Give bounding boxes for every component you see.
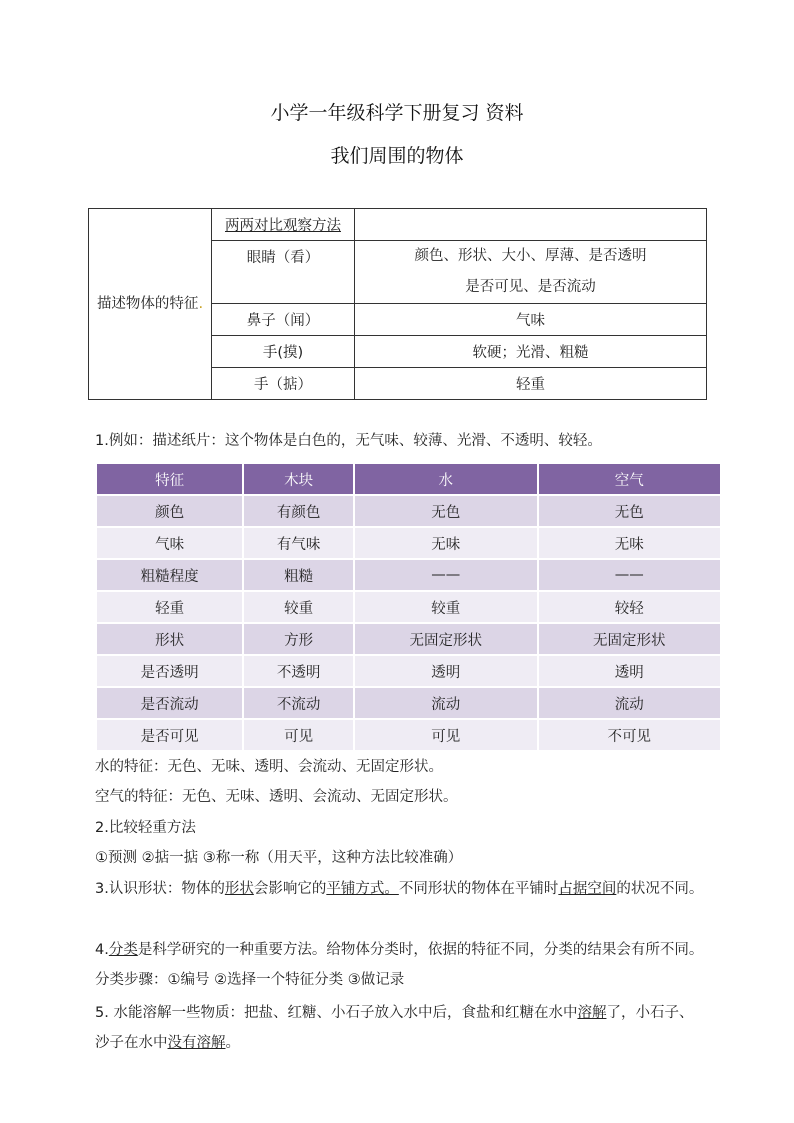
table-row [97, 528, 720, 558]
table-cell: 较重 [244, 592, 353, 622]
table-cell: 无固定形状 [355, 624, 536, 654]
describe-features-cell: 描述物体的特征. [89, 209, 212, 400]
section-5-paragraph: 5. 水能溶解一些物质：把盐、红糖、小石子放入水中后，食盐和红糖在水中溶解了，小石子、沙子在水中没有溶解。 [95, 1005, 694, 1051]
header-cell: 空气 [539, 464, 720, 494]
table-row [97, 496, 720, 526]
table-cell: 不流动 [244, 688, 353, 718]
table-row [97, 624, 720, 654]
table-cell: 是否透明 [97, 656, 242, 686]
section-2-title: 2.比较轻重方法 [95, 820, 196, 836]
comparison-table [95, 462, 722, 752]
table-cell: 无色 [539, 496, 720, 526]
table-row [97, 592, 720, 622]
table-cell: —— [355, 560, 536, 590]
header-cell: 水 [355, 464, 536, 494]
table-row [97, 560, 720, 590]
sense-hand-weigh: 手（掂） [212, 368, 355, 400]
table-cell: —— [539, 560, 720, 590]
water-features: 水的特征：无色、无味、透明、会流动、无固定形状。 [95, 759, 443, 775]
method-header-cell: 两两对比观察方法 [212, 209, 355, 241]
section-3-paragraph: 3.认识形状：物体的形状会影响它的平铺方式。不同形状的物体在平铺时占据空间的状况不同。 [95, 881, 704, 897]
table-cell: 无味 [355, 528, 536, 558]
table-cell: 粗糙程度 [97, 560, 242, 590]
table-cell: 较重 [355, 592, 536, 622]
section-2-body: ①预测 ②掂一掂 ③称一称（用天平，这种方法比较准确） [95, 850, 463, 866]
sense-hand-touch: 手(摸) [212, 336, 355, 368]
table-row [97, 720, 720, 750]
eyes-value: 颜色、形状、大小、厚薄、是否透明 是否可见、是否流动 [355, 241, 707, 304]
hand-touch-value: 软硬；光滑、粗糙 [355, 336, 707, 368]
page-subtitle: 我们周围的物体 [330, 145, 464, 167]
table-cell: 透明 [355, 656, 536, 686]
example-paragraph: 1.例如：描述纸片：这个物体是白色的，无气味、较薄、光滑、不透明、较轻。 [95, 433, 602, 449]
method-header-empty [355, 209, 707, 241]
nose-value: 气味 [355, 304, 707, 336]
table-cell: 不可见 [539, 720, 720, 750]
table-cell: 可见 [355, 720, 536, 750]
table-cell: 是否可见 [97, 720, 242, 750]
describe-features-label: 描述物体的特征 [96, 296, 199, 312]
sense-eyes: 眼睛（看） [212, 241, 355, 304]
table-cell: 有颜色 [244, 496, 353, 526]
header-cell: 木块 [244, 464, 353, 494]
table-cell: 无色 [355, 496, 536, 526]
table-row [97, 656, 720, 686]
table-row [97, 688, 720, 718]
header-cell: 特征 [97, 464, 242, 494]
table-cell: 粗糙 [244, 560, 353, 590]
table-cell: 流动 [539, 688, 720, 718]
sense-nose: 鼻子（闻） [212, 304, 355, 336]
table-cell: 方形 [244, 624, 353, 654]
table-cell: 可见 [244, 720, 353, 750]
table-cell: 流动 [355, 688, 536, 718]
table-cell: 形状 [97, 624, 242, 654]
comparison-header-row [97, 464, 720, 494]
observation-methods-table [88, 208, 707, 400]
table-cell: 有气味 [244, 528, 353, 558]
table-cell: 轻重 [97, 592, 242, 622]
table-cell: 较轻 [539, 592, 720, 622]
hand-weigh-value: 轻重 [355, 368, 707, 400]
table-cell: 无固定形状 [539, 624, 720, 654]
table-cell: 透明 [539, 656, 720, 686]
table-cell: 气味 [97, 528, 242, 558]
page-title: 小学一年级科学下册复习 资料 [270, 102, 524, 124]
table-cell: 颜色 [97, 496, 242, 526]
table-cell: 不透明 [244, 656, 353, 686]
table-cell: 是否流动 [97, 688, 242, 718]
section-4-paragraph: 4.分类是科学研究的一种重要方法。给物体分类时，依据的特征不同，分类的结果会有所不同。分类步骤：①编号 ②选择一个特征分类 ③做记录 [95, 942, 704, 988]
table-cell: 无味 [539, 528, 720, 558]
air-features: 空气的特征：无色、无味、透明、会流动、无固定形状。 [95, 789, 458, 805]
